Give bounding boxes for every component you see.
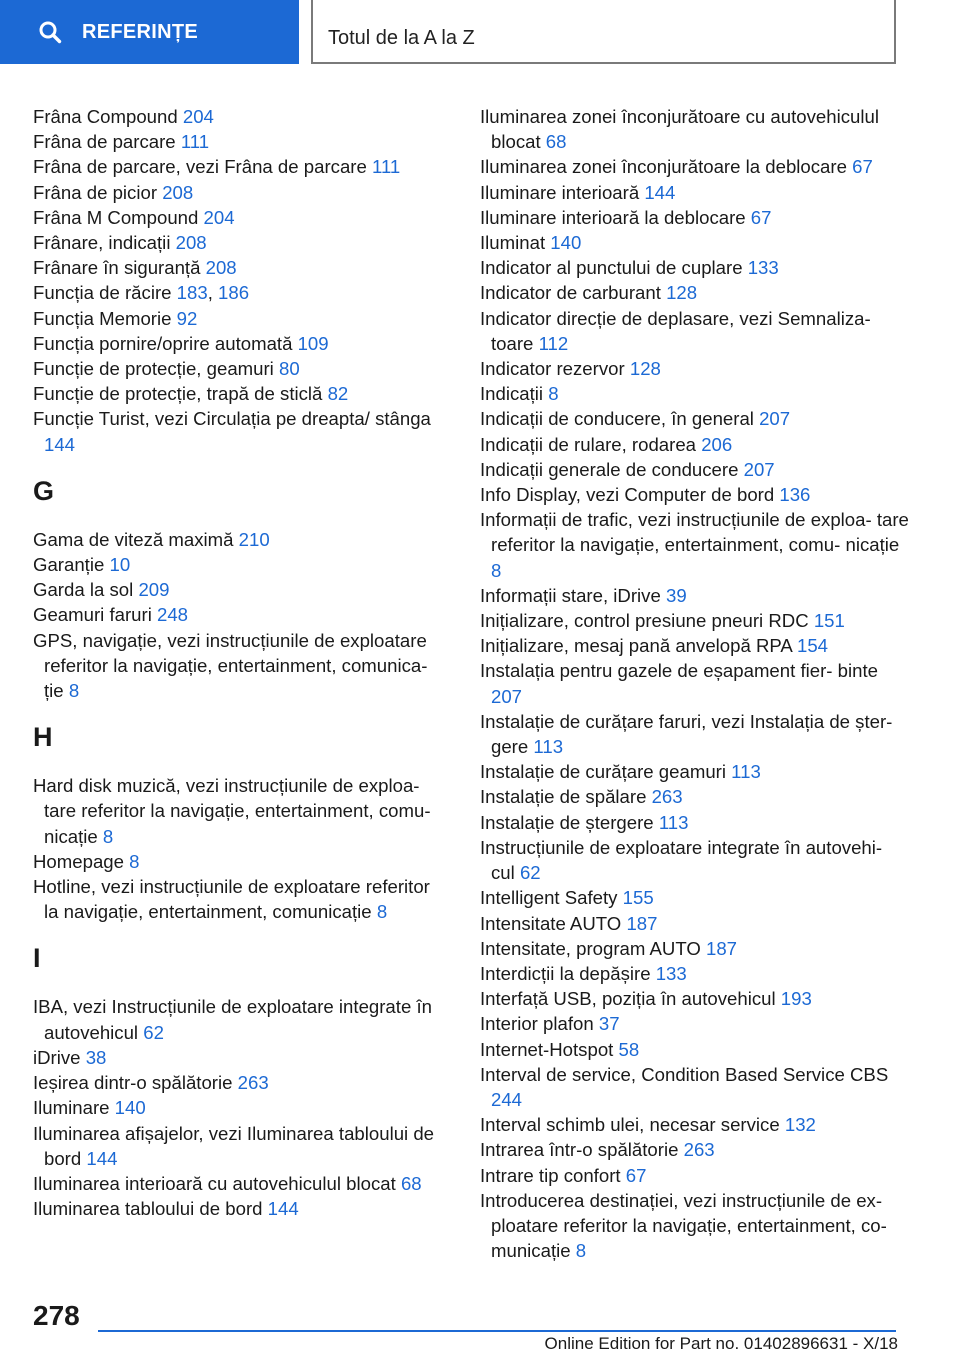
index-entry — [480, 230, 910, 255]
index-entry — [480, 507, 910, 583]
page-link[interactable]: 8 — [491, 559, 502, 581]
search-icon — [38, 20, 62, 44]
index-entry — [33, 1095, 448, 1120]
index-entry-text: Informații stare, iDrive — [480, 584, 661, 606]
index-entry-text: IBA, vezi Instrucțiunile de exploatare integrate în autovehicul — [33, 996, 432, 1043]
index-letter-heading: G — [33, 475, 55, 506]
index-entry-text: Iluminarea zonei înconjurătoare cu autovehiculul blocat — [480, 106, 879, 153]
page-link[interactable]: 208 — [162, 181, 194, 203]
index-entry — [480, 709, 910, 759]
index-entry-text: Iluminat — [480, 232, 546, 254]
page-link[interactable]: 8 — [548, 383, 559, 405]
index-entry — [480, 759, 910, 784]
index-entry — [480, 1037, 910, 1062]
page-link[interactable]: 38 — [85, 1046, 107, 1068]
index-entry-text: Funcție Turist, vezi Circulația pe dreapta/ stânga — [33, 408, 431, 430]
index-entry-text: Hard disk muzică, vezi instrucțiunile de exploa‐ tare referitor la navigație, entertainment, comu‐ nicație — [33, 775, 431, 847]
page-link[interactable]: 204 — [203, 206, 235, 228]
page-link[interactable]: 183 — [176, 282, 208, 304]
index-entry — [480, 1112, 910, 1137]
page-header — [0, 0, 960, 66]
index-entry — [480, 1163, 910, 1188]
index-entry-text: Indicator rezervor — [480, 358, 625, 380]
index-entry — [33, 180, 448, 205]
index-entry-text: Iluminarea interioară cu autovehiculul blocat — [33, 1172, 396, 1194]
page-link[interactable]: 155 — [622, 887, 654, 909]
index-entry-text: Instalație de ștergere — [480, 811, 654, 833]
index-entry-text: Iluminare interioară la deblocare — [480, 206, 746, 228]
page-link[interactable]: 244 — [491, 1088, 523, 1110]
index-entry — [33, 331, 448, 356]
page-link[interactable]: 37 — [598, 1013, 620, 1035]
index-entry-text: Internet-Hotspot — [480, 1038, 614, 1060]
index-entry — [33, 1171, 448, 1196]
index-entry-text: Instalația pentru gazele de eșapament fier‐ binte — [480, 660, 878, 682]
index-entry — [33, 1121, 448, 1171]
page-link[interactable]: 80 — [278, 358, 300, 380]
index-entry-text: Inițializare, control presiune pneuri RDC — [480, 610, 809, 632]
page-link[interactable]: 109 — [297, 332, 329, 354]
page-link[interactable]: 144 — [44, 433, 76, 455]
page-link[interactable]: 207 — [491, 685, 523, 707]
index-entry-text: Interfață USB, poziția în autovehicul — [480, 988, 776, 1010]
index-entry — [480, 432, 910, 457]
page-link[interactable]: 8 — [129, 850, 140, 872]
index-entry-text: Funcție de protecție, geamuri — [33, 358, 274, 380]
index-entry — [480, 457, 910, 482]
page-link[interactable]: 207 — [759, 408, 791, 430]
page-link[interactable]: 144 — [267, 1198, 299, 1220]
index-entry-text: Introducerea destinației, vezi instrucțiunile de ex‐ ploatare referitor la navigație, entertainment, co‐ municație — [480, 1189, 887, 1262]
page-link[interactable]: 133 — [655, 962, 687, 984]
index-entry — [480, 608, 910, 633]
index-entry-text: Info Display, vezi Computer de bord — [480, 484, 775, 506]
index-entry-text: Intensitate, program AUTO — [480, 937, 701, 959]
page-link[interactable]: 263 — [651, 786, 683, 808]
page-link[interactable]: 82 — [327, 383, 349, 405]
page-link[interactable]: 111 — [372, 156, 401, 178]
index-entry — [480, 810, 910, 835]
page-link[interactable]: 263 — [237, 1072, 269, 1094]
index-entry — [33, 104, 448, 129]
page-link[interactable]: 113 — [658, 811, 689, 833]
index-entry-text: Intensitate AUTO — [480, 912, 622, 934]
page-link[interactable]: 67 — [625, 1164, 647, 1186]
page-link[interactable]: 193 — [780, 988, 812, 1010]
page-link[interactable]: 144 — [86, 1147, 118, 1169]
index-entry — [33, 773, 448, 849]
index-entry-text: GPS, navigație, vezi instrucțiunile de exploatare referitor la navigație, entertainment, comunica‐ ție — [33, 629, 428, 702]
index-entry — [480, 306, 910, 356]
index-entry-text: Iluminarea afișajelor, vezi Iluminarea tabloului de bord — [33, 1122, 435, 1169]
page-link[interactable]: 8 — [376, 901, 388, 923]
page-link[interactable]: 62 — [519, 862, 541, 884]
page-link[interactable]: 67 — [852, 156, 873, 178]
index-entry-text: Garanție — [33, 554, 105, 576]
page-link[interactable]: 151 — [813, 610, 845, 632]
page-link[interactable]: 187 — [626, 912, 658, 934]
index-entry-text: Indicator de carburant — [480, 282, 661, 304]
index-entry — [480, 1062, 910, 1112]
page-link[interactable]: 39 — [666, 584, 687, 606]
page-link[interactable]: 248 — [157, 604, 189, 626]
page-link[interactable]: 128 — [629, 358, 661, 380]
index-entry — [480, 835, 910, 885]
page-number: 278 — [33, 1300, 80, 1331]
footer-rule — [98, 1330, 896, 1332]
index-entry-text: Funcția de răcire — [33, 282, 172, 304]
index-entry — [480, 961, 910, 986]
index-entry — [33, 356, 448, 381]
index-entry-text: Instalație de curățare geamuri — [480, 761, 726, 783]
index-entry-text: Inițializare, mesaj pană anvelopă RPA — [480, 635, 792, 657]
index-entry-text: Instalație de curățare faruri, vezi Instalația de șter‐ gere — [480, 710, 893, 758]
index-entry — [33, 577, 448, 602]
page-link[interactable]: 204 — [182, 106, 214, 127]
index-entry — [480, 381, 910, 406]
page-link[interactable]: 113 — [533, 736, 564, 758]
references-tab[interactable] — [0, 0, 299, 64]
page-link[interactable]: 136 — [779, 484, 811, 506]
index-entry — [33, 1196, 448, 1221]
index-entry-text: Funcția Memorie — [33, 307, 172, 329]
index-entry-text: Ieșirea dintr-o spălătorie — [33, 1072, 233, 1094]
index-entry — [480, 104, 910, 154]
index-entry-text: Intrarea într-o spălătorie — [480, 1139, 679, 1161]
page-link[interactable]: 132 — [784, 1114, 816, 1136]
index-entry — [480, 658, 910, 708]
index-entry — [33, 628, 448, 704]
index-column-right — [480, 104, 910, 1263]
index-entry-text: Frânare în siguranță — [33, 257, 201, 279]
page-link[interactable]: 144 — [644, 181, 676, 203]
page-link[interactable]: 92 — [176, 307, 198, 329]
page-link[interactable]: 68 — [400, 1172, 422, 1194]
index-entry — [33, 129, 448, 154]
index-entry-text: Interdicții la depășire — [480, 962, 651, 984]
page-link[interactable]: 67 — [750, 206, 772, 228]
index-entry-text: iDrive — [33, 1046, 81, 1068]
section-title: Totul de la A la Z — [311, 0, 896, 64]
index-entry — [480, 885, 910, 910]
index-letter-heading: H — [33, 722, 53, 753]
index-entry-text: Intelligent Safety — [480, 887, 618, 909]
index-entry-text: Indicații generale de conducere — [480, 458, 739, 480]
index-entry-text: Funcția pornire/oprire automată — [33, 332, 293, 354]
index-entry-text: Informații de trafic, vezi instrucțiunile de exploa‐ tare referitor la navigație, entertainment, comu‐ nicație — [480, 509, 909, 556]
index-entry — [33, 406, 448, 456]
index-entry — [33, 205, 448, 230]
page-link[interactable]: 58 — [618, 1038, 640, 1060]
edition-footer: Online Edition for Part no. 01402896631 - X/18 — [544, 1334, 898, 1353]
index-entry — [33, 306, 448, 331]
index-entry-text: Indicații de conducere, în general — [480, 408, 754, 430]
index-entry — [480, 205, 910, 230]
page-link[interactable]: 8 — [102, 825, 114, 847]
index-entry-text: Interior plafon — [480, 1013, 594, 1035]
index-entry — [480, 482, 910, 507]
index-entry-text: Iluminare interioară — [480, 181, 640, 203]
index-entry-text: Funcție de protecție, trapă de sticlă — [33, 383, 323, 405]
index-entry — [480, 936, 910, 961]
index-entry — [480, 180, 910, 205]
index-entry-text: Iluminarea tabloului de bord — [33, 1198, 263, 1220]
page-link[interactable]: 208 — [205, 257, 237, 279]
page-link[interactable]: 112 — [538, 332, 569, 354]
page-link[interactable]: 208 — [175, 232, 207, 254]
page-link[interactable]: 186 — [218, 282, 250, 304]
index-entry-text: Interval schimb ulei, necesar service — [480, 1114, 780, 1136]
page-link[interactable]: 62 — [143, 1021, 164, 1043]
index-entry-text: Indicații de rulare, rodarea — [480, 433, 697, 455]
page-link[interactable]: 206 — [701, 433, 733, 455]
page-link[interactable]: 263 — [683, 1139, 715, 1161]
references-label: REFERINȚE — [82, 20, 199, 43]
index-entry-text: Garda la sol — [33, 579, 134, 601]
index-entry — [480, 784, 910, 809]
index-entry-text: Frâna de parcare, vezi Frâna de parcare — [33, 156, 367, 178]
index-entry-text: Intrare tip confort — [480, 1164, 621, 1186]
page-link[interactable]: 133 — [747, 257, 779, 279]
index-entry — [480, 356, 910, 381]
index-entry-text: Frâna de parcare — [33, 131, 176, 153]
index-letter-heading: I — [33, 943, 41, 974]
index-entry — [33, 552, 448, 577]
page-link[interactable]: 154 — [796, 635, 829, 657]
page-link[interactable]: 8 — [575, 1240, 587, 1262]
index-entry — [33, 527, 448, 552]
index-entry — [480, 255, 910, 280]
page-link[interactable]: 10 — [109, 554, 131, 576]
index-entry — [480, 406, 910, 431]
page-link[interactable]: 140 — [114, 1097, 146, 1119]
page-link[interactable]: 210 — [238, 528, 270, 550]
index-entry — [480, 1137, 910, 1162]
page-link[interactable]: 128 — [666, 282, 698, 304]
page-link[interactable]: 140 — [550, 232, 582, 254]
index-entry-text: Iluminare — [33, 1097, 110, 1119]
index-entry — [33, 230, 448, 255]
index-entry — [480, 633, 910, 658]
index-entry — [33, 154, 448, 179]
index-entry — [33, 602, 448, 627]
index-entry-text: Frâna Compound — [33, 106, 178, 127]
index-entry-text: Gama de viteză maximă — [33, 528, 234, 550]
page-link[interactable]: 111 — [180, 131, 210, 153]
index-entry: Funcția de răcire 183, 186 — [33, 282, 250, 304]
page-link[interactable]: 113 — [731, 761, 761, 783]
index-entry — [480, 1011, 910, 1036]
index-entry-text: Iluminarea zonei înconjurătoare la deblocare — [480, 156, 847, 178]
index-entry — [33, 381, 448, 406]
index-entry — [480, 911, 910, 936]
page-link[interactable]: 8 — [68, 680, 80, 702]
index-entry-text: Frâna M Compound — [33, 206, 199, 228]
index-entry-text: Geamuri faruri — [33, 604, 152, 626]
index-column-left — [33, 104, 448, 1221]
index-entry — [33, 1045, 448, 1070]
page-link[interactable]: 187 — [706, 937, 738, 959]
index-entry-text: Interval de service, Condition Based Service CBS — [480, 1063, 889, 1085]
index-entry-text: Frânare, indicații — [33, 232, 171, 254]
page-link[interactable]: 207 — [743, 458, 775, 480]
index-entry-text: Homepage — [33, 850, 124, 872]
index-entry — [480, 583, 910, 608]
index-entry — [33, 1070, 448, 1095]
index-entry — [480, 280, 910, 305]
index-entry — [480, 154, 910, 179]
page-link[interactable]: 68 — [545, 131, 567, 153]
index-entry — [33, 255, 448, 280]
index-entry-text: Frâna de picior — [33, 181, 158, 203]
index-entry-text: Indicator al punctului de cuplare — [480, 257, 743, 279]
index-entry — [33, 849, 448, 874]
index-entry-text: Instalație de spălare — [480, 786, 647, 808]
index-entry — [480, 1188, 910, 1264]
index-entry-text: Hotline, vezi instrucțiunile de exploatare referitor la navigație, entertainment, comunicație — [33, 876, 430, 923]
page-link[interactable]: 209 — [138, 579, 170, 601]
index-entry-text: Indicații — [480, 383, 544, 405]
index-entry-text: Indicator direcție de deplasare, vezi Semnaliza‐ toare — [480, 307, 871, 354]
index-entry — [480, 986, 910, 1011]
index-entry-text: Instrucțiunile de exploatare integrate în autovehi‐ cul — [480, 836, 883, 884]
index-entry — [33, 994, 448, 1044]
index-entry — [33, 874, 448, 924]
